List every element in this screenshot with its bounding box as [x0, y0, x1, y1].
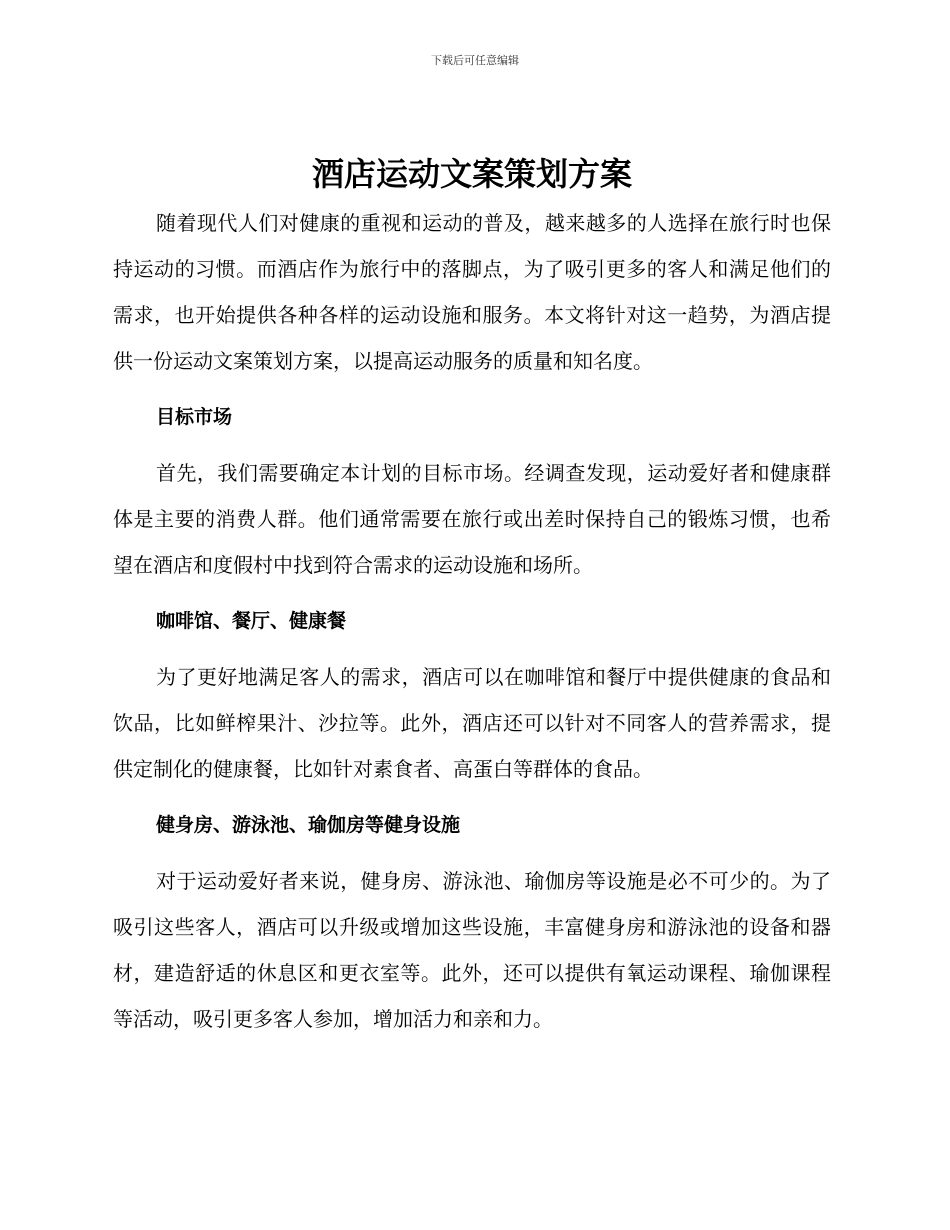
section-heading-dining: 咖啡馆、餐厅、健康餐 — [156, 610, 347, 632]
section-body-target-market: 首先，我们需要确定本计划的目标市场。经调查发现，运动爱好者和健康群体是主要的消费人群。他们通常需要在旅行或出差时保持自己的锻炼习惯，也希望在酒店和度假村中找到符合需求的运动设施和场所。 — [113, 461, 831, 577]
section-body-dining: 为了更好地满足客人的需求，酒店可以在咖啡馆和餐厅中提供健康的食品和饮品，比如鲜榨果汁、沙拉等。此外，酒店还可以针对不同客人的营养需求，提供定制化的健康餐，比如针对素食者、高蛋白等群体的食品。 — [113, 665, 831, 781]
section-heading-fitness: 健身房、游泳池、瑜伽房等健身设施 — [156, 814, 461, 836]
document-body — [113, 148, 831, 1042]
page-header-note: 下载后可任意编辑 — [431, 54, 519, 67]
intro-paragraph: 随着现代人们对健康的重视和运动的普及，越来越多的人选择在旅行时也保持运动的习惯。而酒店作为旅行中的落脚点，为了吸引更多的客人和满足他们的需求，也开始提供各种各样的运动设施和服务。本文将针对这一趋势，为酒店提供一份运动文案策划方案，以提高运动服务的质量和知名度。 — [113, 211, 831, 373]
section-heading-target-market: 目标市场 — [156, 406, 233, 428]
section-body-fitness: 对于运动爱好者来说，健身房、游泳池、瑜伽房等设施是必不可少的。为了吸引这些客人，酒店可以升级或增加这些设施，丰富健身房和游泳池的设备和器材，建造舒适的休息区和更衣室等。此外，还可以提供有氧运动课程、瑜伽课程等活动，吸引更多客人参加，增加活力和亲和力。 — [113, 869, 831, 1031]
document-title: 酒店运动文案策划方案 — [311, 155, 632, 193]
